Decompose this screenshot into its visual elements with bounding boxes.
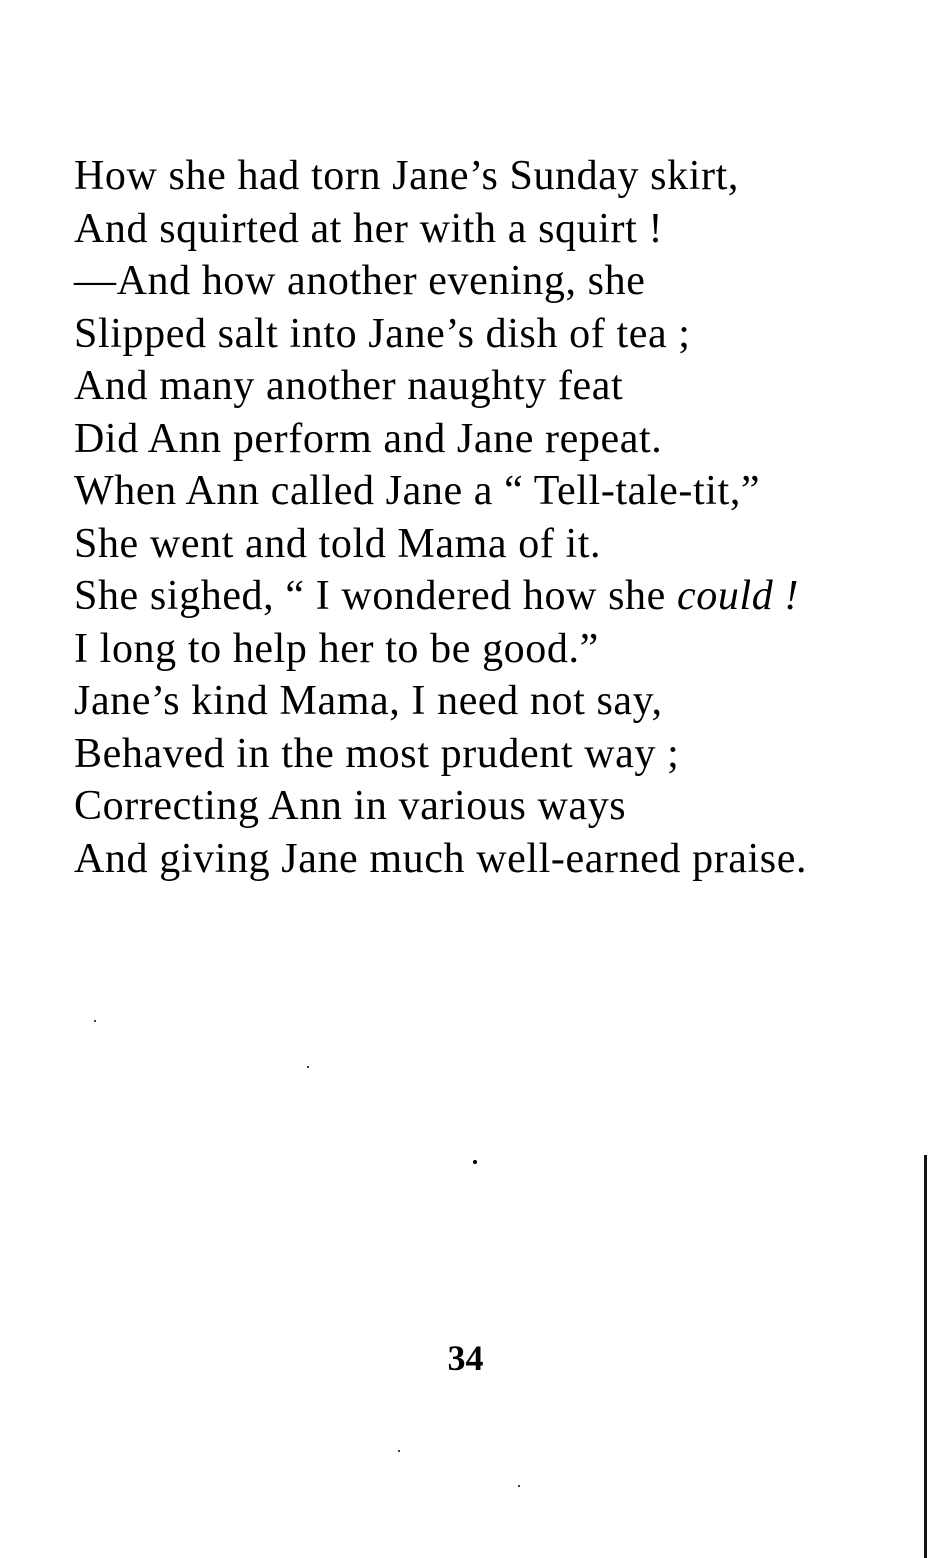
poem-line: Correcting Ann in various ways (74, 783, 627, 829)
scan-speck (94, 1020, 96, 1022)
poem-line: And many another naughty feat (74, 363, 624, 409)
poem-line (74, 570, 924, 623)
page-number: 34 (447, 1338, 484, 1378)
poem-line: Slipped salt into Jane’s dish of tea ; (74, 310, 691, 357)
poem-line-text: She sighed, “ I wondered how she (74, 573, 678, 619)
poem-text (74, 150, 924, 885)
poem-line: —And how another evening, she (74, 258, 646, 304)
poem-line: When Ann called Jane a “ Tell-tale-tit,” (74, 468, 761, 514)
poem-line: She went and told Mama of it. (74, 520, 602, 567)
poem-line: How she had torn Jane’s Sunday skirt, (74, 153, 739, 199)
scan-speck (307, 1066, 309, 1068)
poem-line: And giving Jane much well-earned praise. (74, 835, 808, 882)
poem-line: Did Ann perform and Jane repeat. (74, 415, 663, 462)
scan-speck (518, 1485, 520, 1487)
poem-line-italic: could ! (677, 573, 800, 619)
poem-line: And squirted at her with a squirt ! (74, 205, 664, 252)
scan-speck (398, 1450, 400, 1452)
poem-line: I long to help her to be good.” (74, 625, 599, 672)
poem-line: Jane’s kind Mama, I need not say, (74, 678, 663, 724)
scan-speck (473, 1160, 477, 1164)
poem-line: Behaved in the most prudent way ; (74, 730, 680, 777)
